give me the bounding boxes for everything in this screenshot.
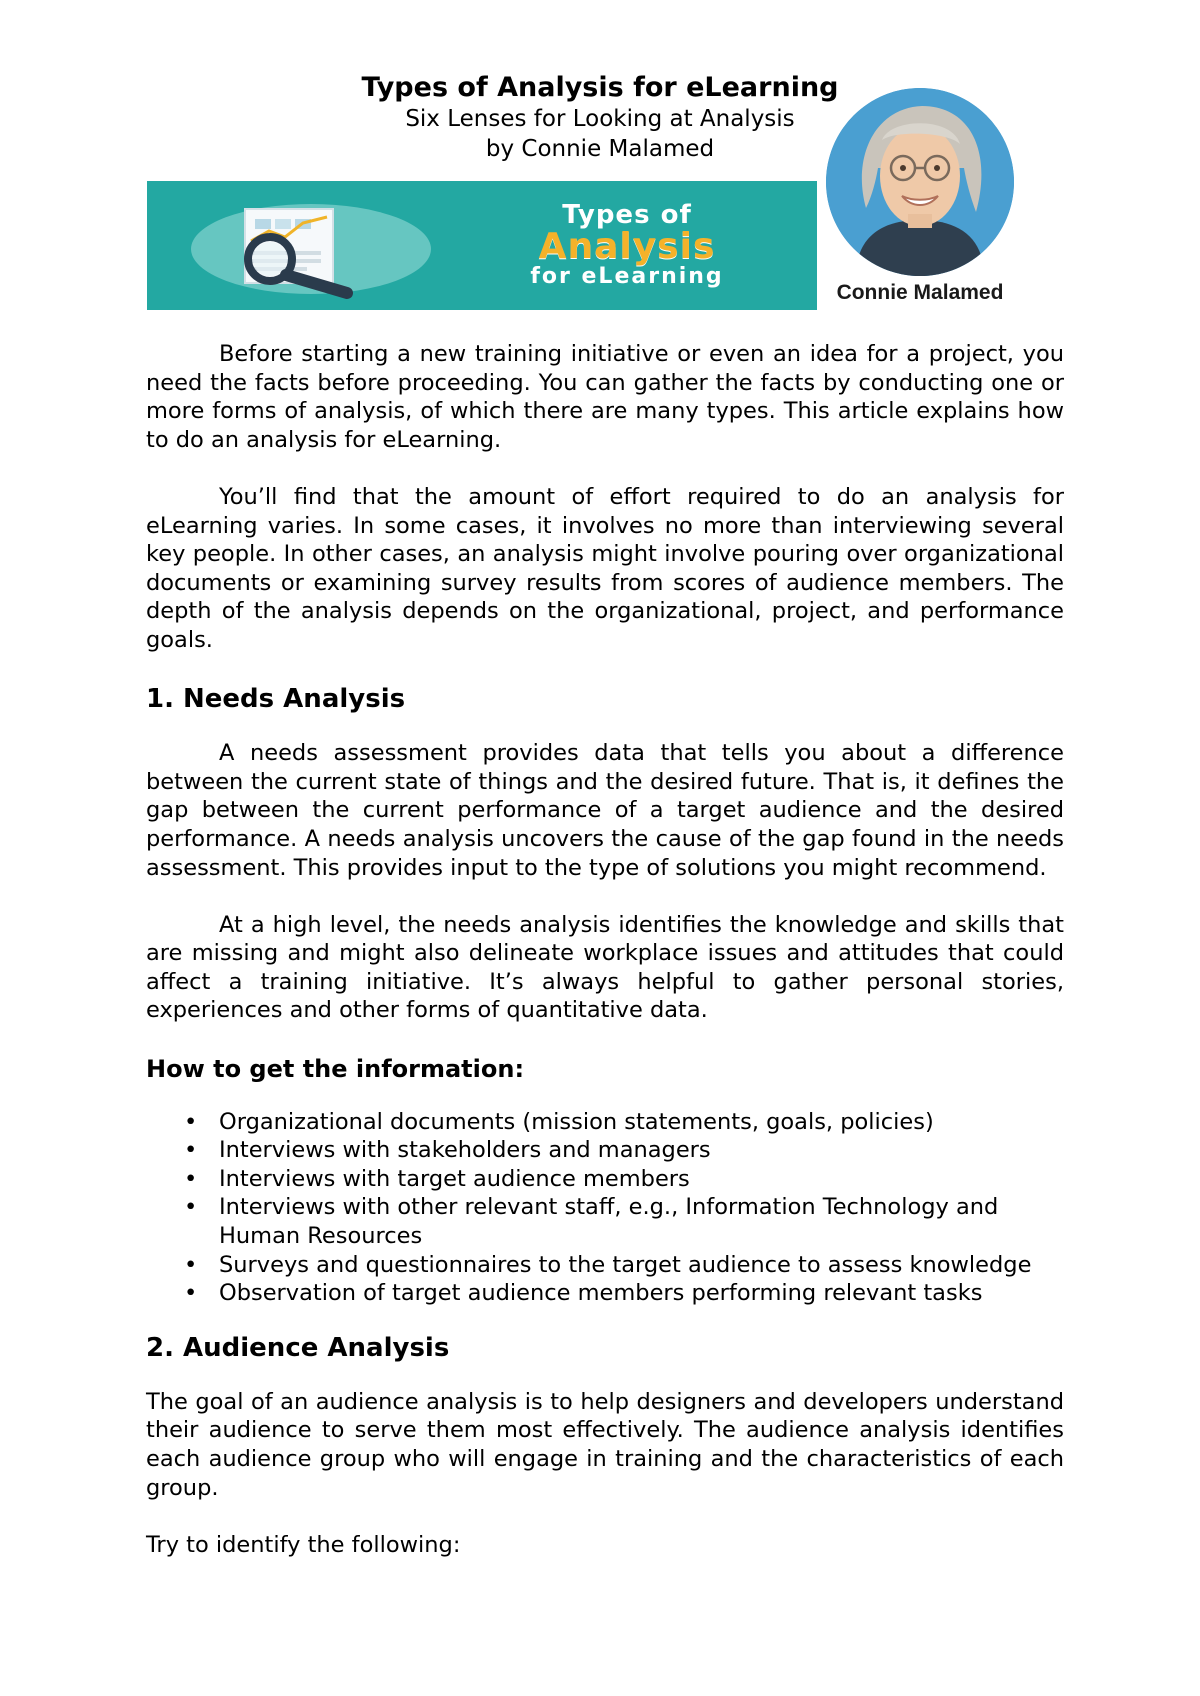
document-title: Types of Analysis for eLearning: [361, 72, 839, 103]
magnifier-chart-icon: [147, 181, 477, 310]
section-heading-needs-analysis: 1. Needs Analysis: [146, 684, 406, 715]
title-banner-image: [147, 181, 817, 310]
banner-line-3: for eLearning: [530, 264, 724, 289]
list-item: [146, 1279, 1064, 1308]
list-item-text: Interviews with stakeholders and managers: [219, 1137, 711, 1164]
needs-paragraph-1: A needs assessment provides data that tells you about a difference between the current state of things and the desired future. That is, it defines the gap between the current performance of a target audience and the desired performance. A needs analysis uncovers the cause of the gap found in the needs assessment. This provides input to the type of solutions you might recommend.: [146, 740, 1064, 881]
list-item: [146, 1165, 1064, 1194]
list-item: [146, 1108, 1064, 1137]
bullet-icon: •: [184, 1137, 198, 1164]
author-portrait: [826, 88, 1014, 276]
banner-text: [477, 201, 777, 289]
banner-line-1: Types of: [562, 200, 692, 230]
bullet-icon: •: [184, 1108, 198, 1135]
list-item-text: Observation of target audience members performing relevant tasks: [219, 1280, 983, 1307]
title-block: [330, 72, 870, 164]
author-portrait-illustration: [826, 88, 1014, 276]
document-subtitle: Six Lenses for Looking at Analysis: [405, 106, 795, 132]
banner-line-2: Analysis: [538, 226, 716, 267]
audience-paragraph-2: Try to identify the following:: [146, 1531, 461, 1558]
section-heading-audience-analysis: 2. Audience Analysis: [146, 1332, 450, 1363]
intro-paragraph-2: You’ll find that the amount of effort required to do an analysis for eLearning varies. In some cases, it involves no more than interviewing several key people. In other cases, an analysis might involve pouring over organizational documents or examining survey results from scores of audience members. The depth of the analysis depends on the organizational, project, and performance goals.: [146, 483, 1064, 653]
list-item: [146, 1251, 1064, 1280]
bullet-icon: •: [184, 1165, 198, 1192]
list-item: [146, 1136, 1064, 1165]
article-body: [146, 340, 1064, 1588]
list-item-text: Interviews with other relevant staff, e.g., Information Technology and Human Resources: [219, 1194, 999, 1250]
list-item-text: Surveys and questionnaires to the target audience to assess knowledge: [219, 1251, 1032, 1278]
intro-paragraph-1: Before starting a new training initiative or even an idea for a project, you need the facts before proceeding. You can gather the facts by conducting one or more forms of analysis, of which there are many types. This article explains how to do an analysis for eLearning.: [146, 341, 1064, 453]
list-item: [146, 1193, 1064, 1250]
portrait-caption: Connie Malamed: [836, 281, 1004, 304]
list-item-text: Organizational documents (mission statements, goals, policies): [219, 1108, 934, 1135]
needs-paragraph-2: At a high level, the needs analysis identifies the knowledge and skills that are missing and might also delineate workplace issues and attitudes that could affect a training initiative. It’s always helpful to gather personal stories, experiences and other forms of quantitative data.: [146, 911, 1064, 1024]
bullet-icon: •: [184, 1194, 198, 1221]
subheading-how-to-get-information: How to get the information:: [146, 1054, 525, 1083]
author-line: by Connie Malamed: [485, 136, 715, 162]
bullet-icon: •: [184, 1280, 198, 1307]
bullet-icon: •: [184, 1251, 198, 1278]
audience-paragraph-1: The goal of an audience analysis is to help designers and developers understand their audience to serve them most effectively. The audience analysis identifies each audience group who will engage in training and the characteristics of each group.: [146, 1388, 1064, 1501]
information-sources-list: [146, 1108, 1064, 1308]
list-item-text: Interviews with target audience members: [219, 1165, 690, 1192]
